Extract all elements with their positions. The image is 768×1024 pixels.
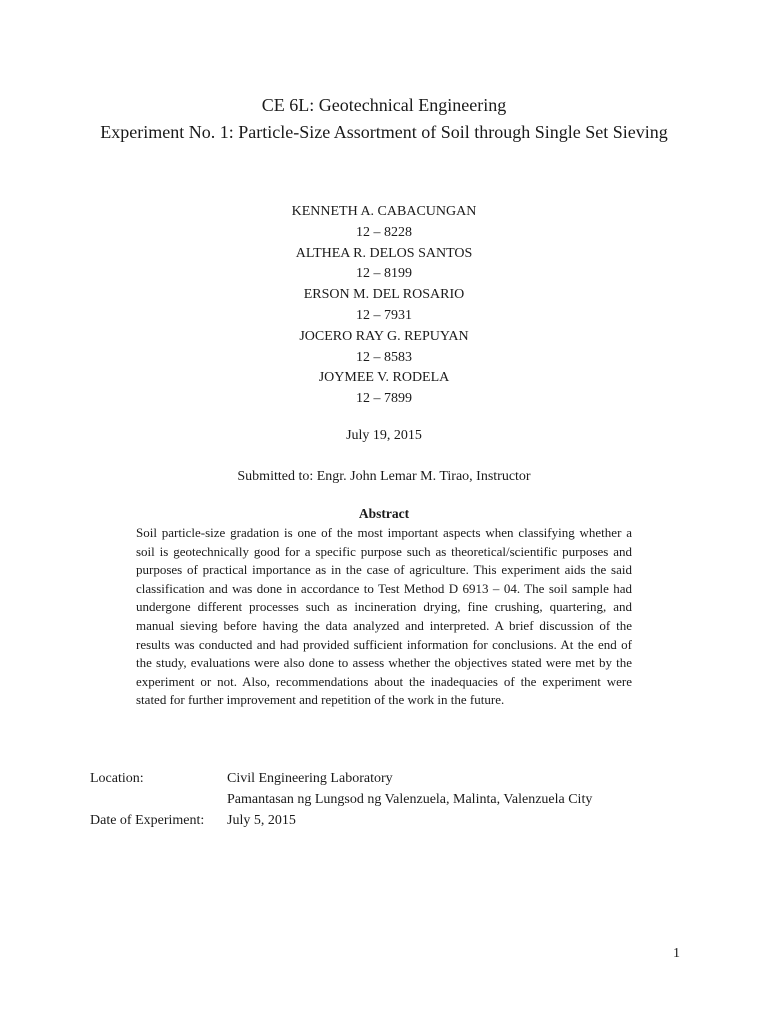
submitted-to: Submitted to: Engr. John Lemar M. Tirao, Instructor xyxy=(237,469,531,484)
report-date: July 19, 2015 xyxy=(346,428,422,443)
experiment-title: Experiment No. 1: Particle-Size Assortment of Soil through Single Set Sieving xyxy=(100,122,668,142)
page-number: 1 xyxy=(673,946,680,961)
author-id: 12 – 7899 xyxy=(356,391,412,407)
location-value-line2: Pamantasan ng Lungsod ng Valenzuela, Malinta, Valenzuela City xyxy=(227,792,593,807)
author-list xyxy=(184,202,584,410)
author-name: ERSON M. DEL ROSARIO xyxy=(303,287,465,303)
date-row xyxy=(90,810,592,831)
location-value-line1: Civil Engineering Laboratory xyxy=(227,771,393,786)
author-id: 12 – 7931 xyxy=(356,307,412,323)
location-label: Location: xyxy=(90,771,144,786)
author-id: 12 – 8199 xyxy=(356,266,412,282)
author-id: 12 – 8228 xyxy=(356,224,412,240)
abstract-text: Soil particle-size gradation is one of the most important aspects when classifying whether a soil is geotechnically good for a specific purpose such as theoretical/scientific purposes and purposes of practical importance as in the case of agriculture. This experiment aids the said classification and was done in accordance to Test Method D 6913 – 04. The soil sample had undergone different processes such as incineration drying, fine crushing, quartering, and manual sieving before having the data analyzed and interpreted. A brief discussion of the results was conducted and had provided sufficient information for conclusions. At the end of the study, evaluations were also done to assess whether the objectives stated were met by the experiment or not. Also, recommendations about the inadequacies of the experiment were stated for further improvement and repetition of the work in the future. xyxy=(136,525,632,708)
author-id: 12 – 8583 xyxy=(356,349,412,365)
location-row xyxy=(90,768,592,789)
location-row-continued xyxy=(90,789,592,810)
title-block xyxy=(90,92,678,146)
experiment-date-value: July 5, 2015 xyxy=(227,813,296,828)
author-name: KENNETH A. CABACUNGAN xyxy=(291,204,477,219)
author-name: ALTHEA R. DELOS SANTOS xyxy=(295,245,473,261)
author-name: JOCERO RAY G. REPUYAN xyxy=(299,328,469,344)
abstract-heading: Abstract xyxy=(358,506,410,521)
experiment-info-table xyxy=(90,768,592,831)
author-name: JOYMEE V. RODELA xyxy=(318,370,450,386)
experiment-date-label: Date of Experiment: xyxy=(90,813,205,828)
course-title: CE 6L: Geotechnical Engineering xyxy=(261,95,507,115)
